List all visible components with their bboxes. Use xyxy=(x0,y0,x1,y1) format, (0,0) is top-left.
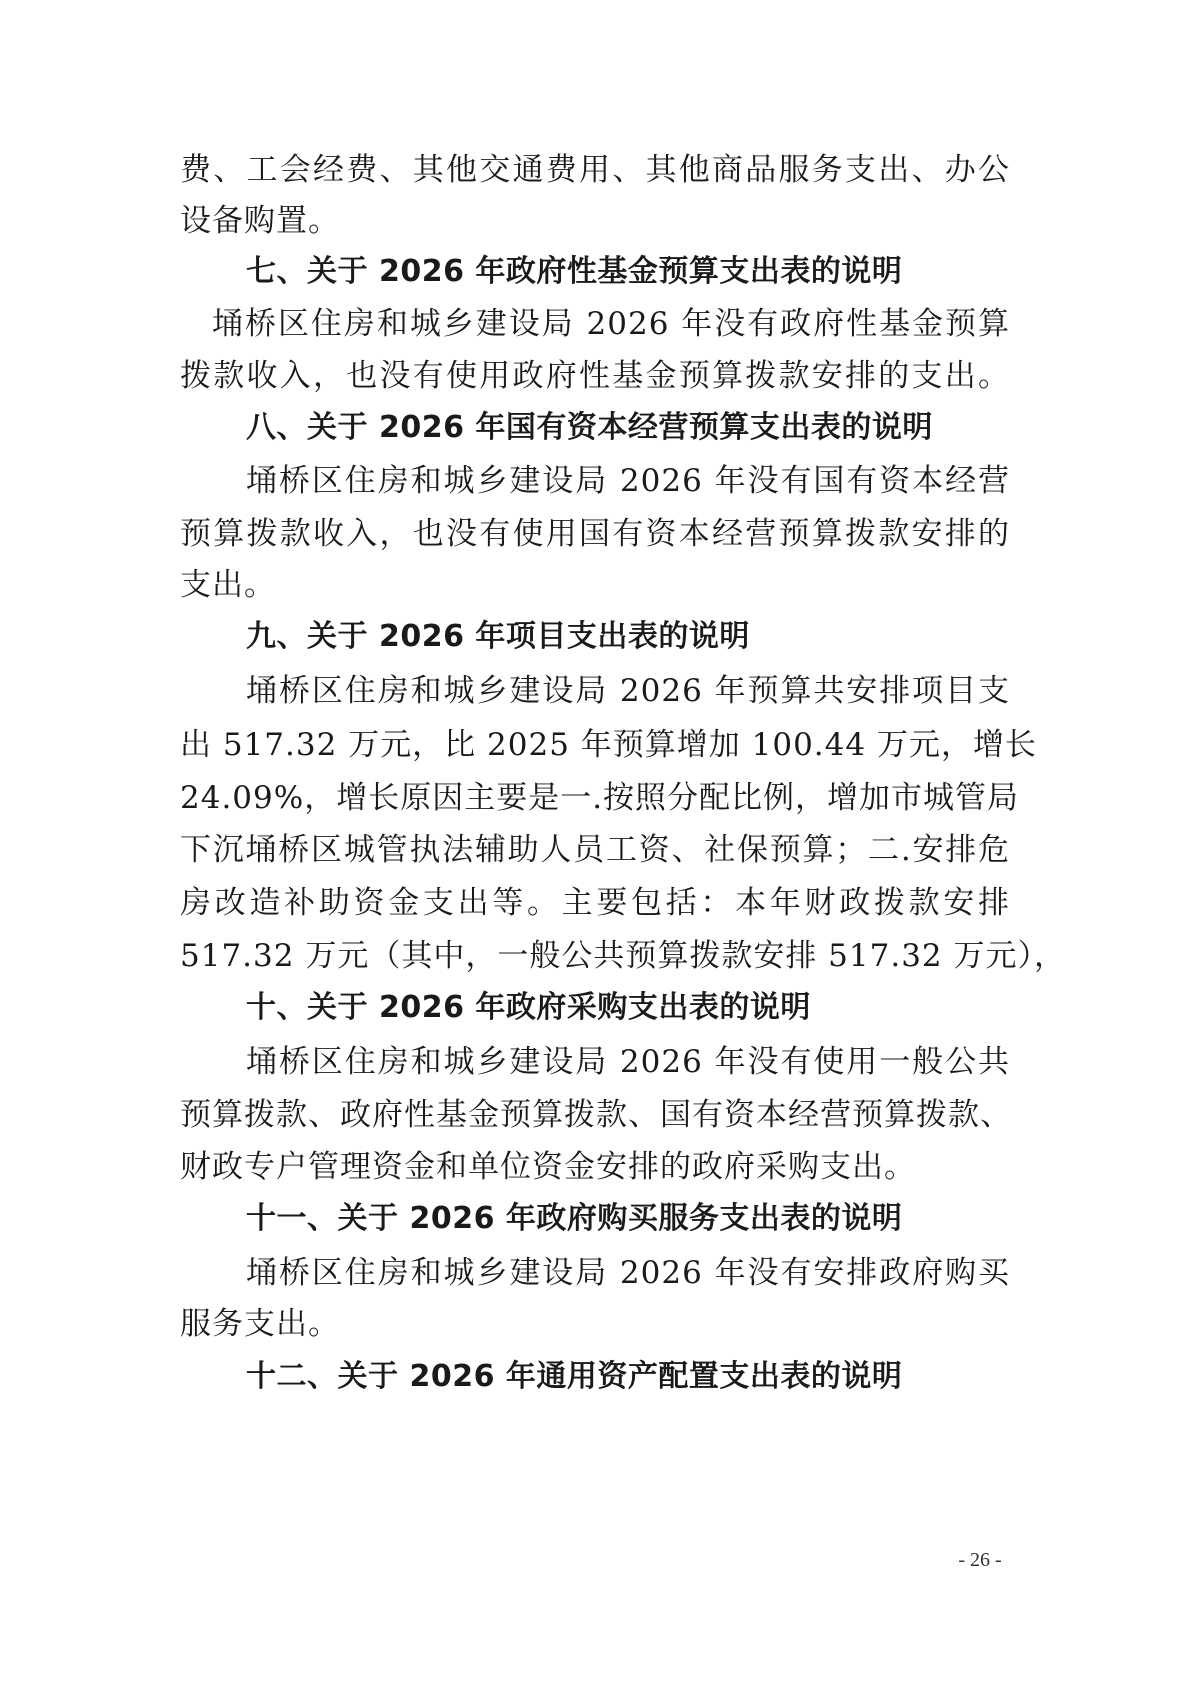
section-heading-11: 十一、关于 2026 年政府购买服务支出表的说明 xyxy=(246,1201,903,1236)
paragraph-line: 24.09%，增长原因主要是一.按照分配比例，增加市城管局 xyxy=(180,780,1020,816)
section-heading-7: 七、关于 2026 年政府性基金预算支出表的说明 xyxy=(246,254,903,289)
paragraph-line: 出 517.32 万元，比 2025 年预算增加 100.44 万元，增长 xyxy=(180,727,1037,763)
paragraph-line: 埇桥区住房和城乡建设局 2026 年没有国有资本经营 xyxy=(246,463,1010,499)
section-heading-9: 九、关于 2026 年项目支出表的说明 xyxy=(246,619,750,654)
section-heading-12: 十二、关于 2026 年通用资产配置支出表的说明 xyxy=(246,1359,903,1394)
paragraph-line: 费、工会经费、其他交通费用、其他商品服务支出、办公 xyxy=(180,152,1010,188)
paragraph-line: 财政专户管理资金和单位资金安排的政府采购支出。 xyxy=(180,1149,916,1185)
paragraph-line: 埇桥区住房和城乡建设局 2026 年没有使用一般公共 xyxy=(246,1044,1010,1080)
paragraph-line: 设备购置。 xyxy=(180,203,340,239)
paragraph-line: 埇桥区住房和城乡建设局 2026 年没有安排政府购买 xyxy=(246,1255,1010,1291)
paragraph-line: 517.32 万元（其中，一般公共预算拨款安排 517.32 万元）， xyxy=(180,938,1066,974)
page-number: - 26 - xyxy=(958,1549,1002,1571)
paragraph-line: 预算拨款、政府性基金预算拨款、国有资本经营预算拨款、 xyxy=(180,1097,1012,1133)
section-heading-10: 十、关于 2026 年政府采购支出表的说明 xyxy=(246,990,811,1025)
paragraph-line: 埇桥区住房和城乡建设局 2026 年没有政府性基金预算 xyxy=(212,306,1010,342)
section-heading-8: 八、关于 2026 年国有资本经营预算支出表的说明 xyxy=(246,410,933,445)
paragraph-line: 埇桥区住房和城乡建设局 2026 年预算共安排项目支 xyxy=(246,673,1010,709)
paragraph-line: 房改造补助资金支出等。主要包括：本年财政拨款安排 xyxy=(180,885,1010,921)
paragraph-line: 预算拨款收入，也没有使用国有资本经营预算拨款安排的 xyxy=(180,516,1010,552)
paragraph-line: 支出。 xyxy=(180,567,276,603)
paragraph-line: 拨款收入，也没有使用政府性基金预算拨款安排的支出。 xyxy=(180,358,1010,394)
paragraph-line: 下沉埇桥区城管执法辅助人员工资、社保预算；二.安排危 xyxy=(180,832,1010,868)
paragraph-line: 服务支出。 xyxy=(180,1306,340,1342)
